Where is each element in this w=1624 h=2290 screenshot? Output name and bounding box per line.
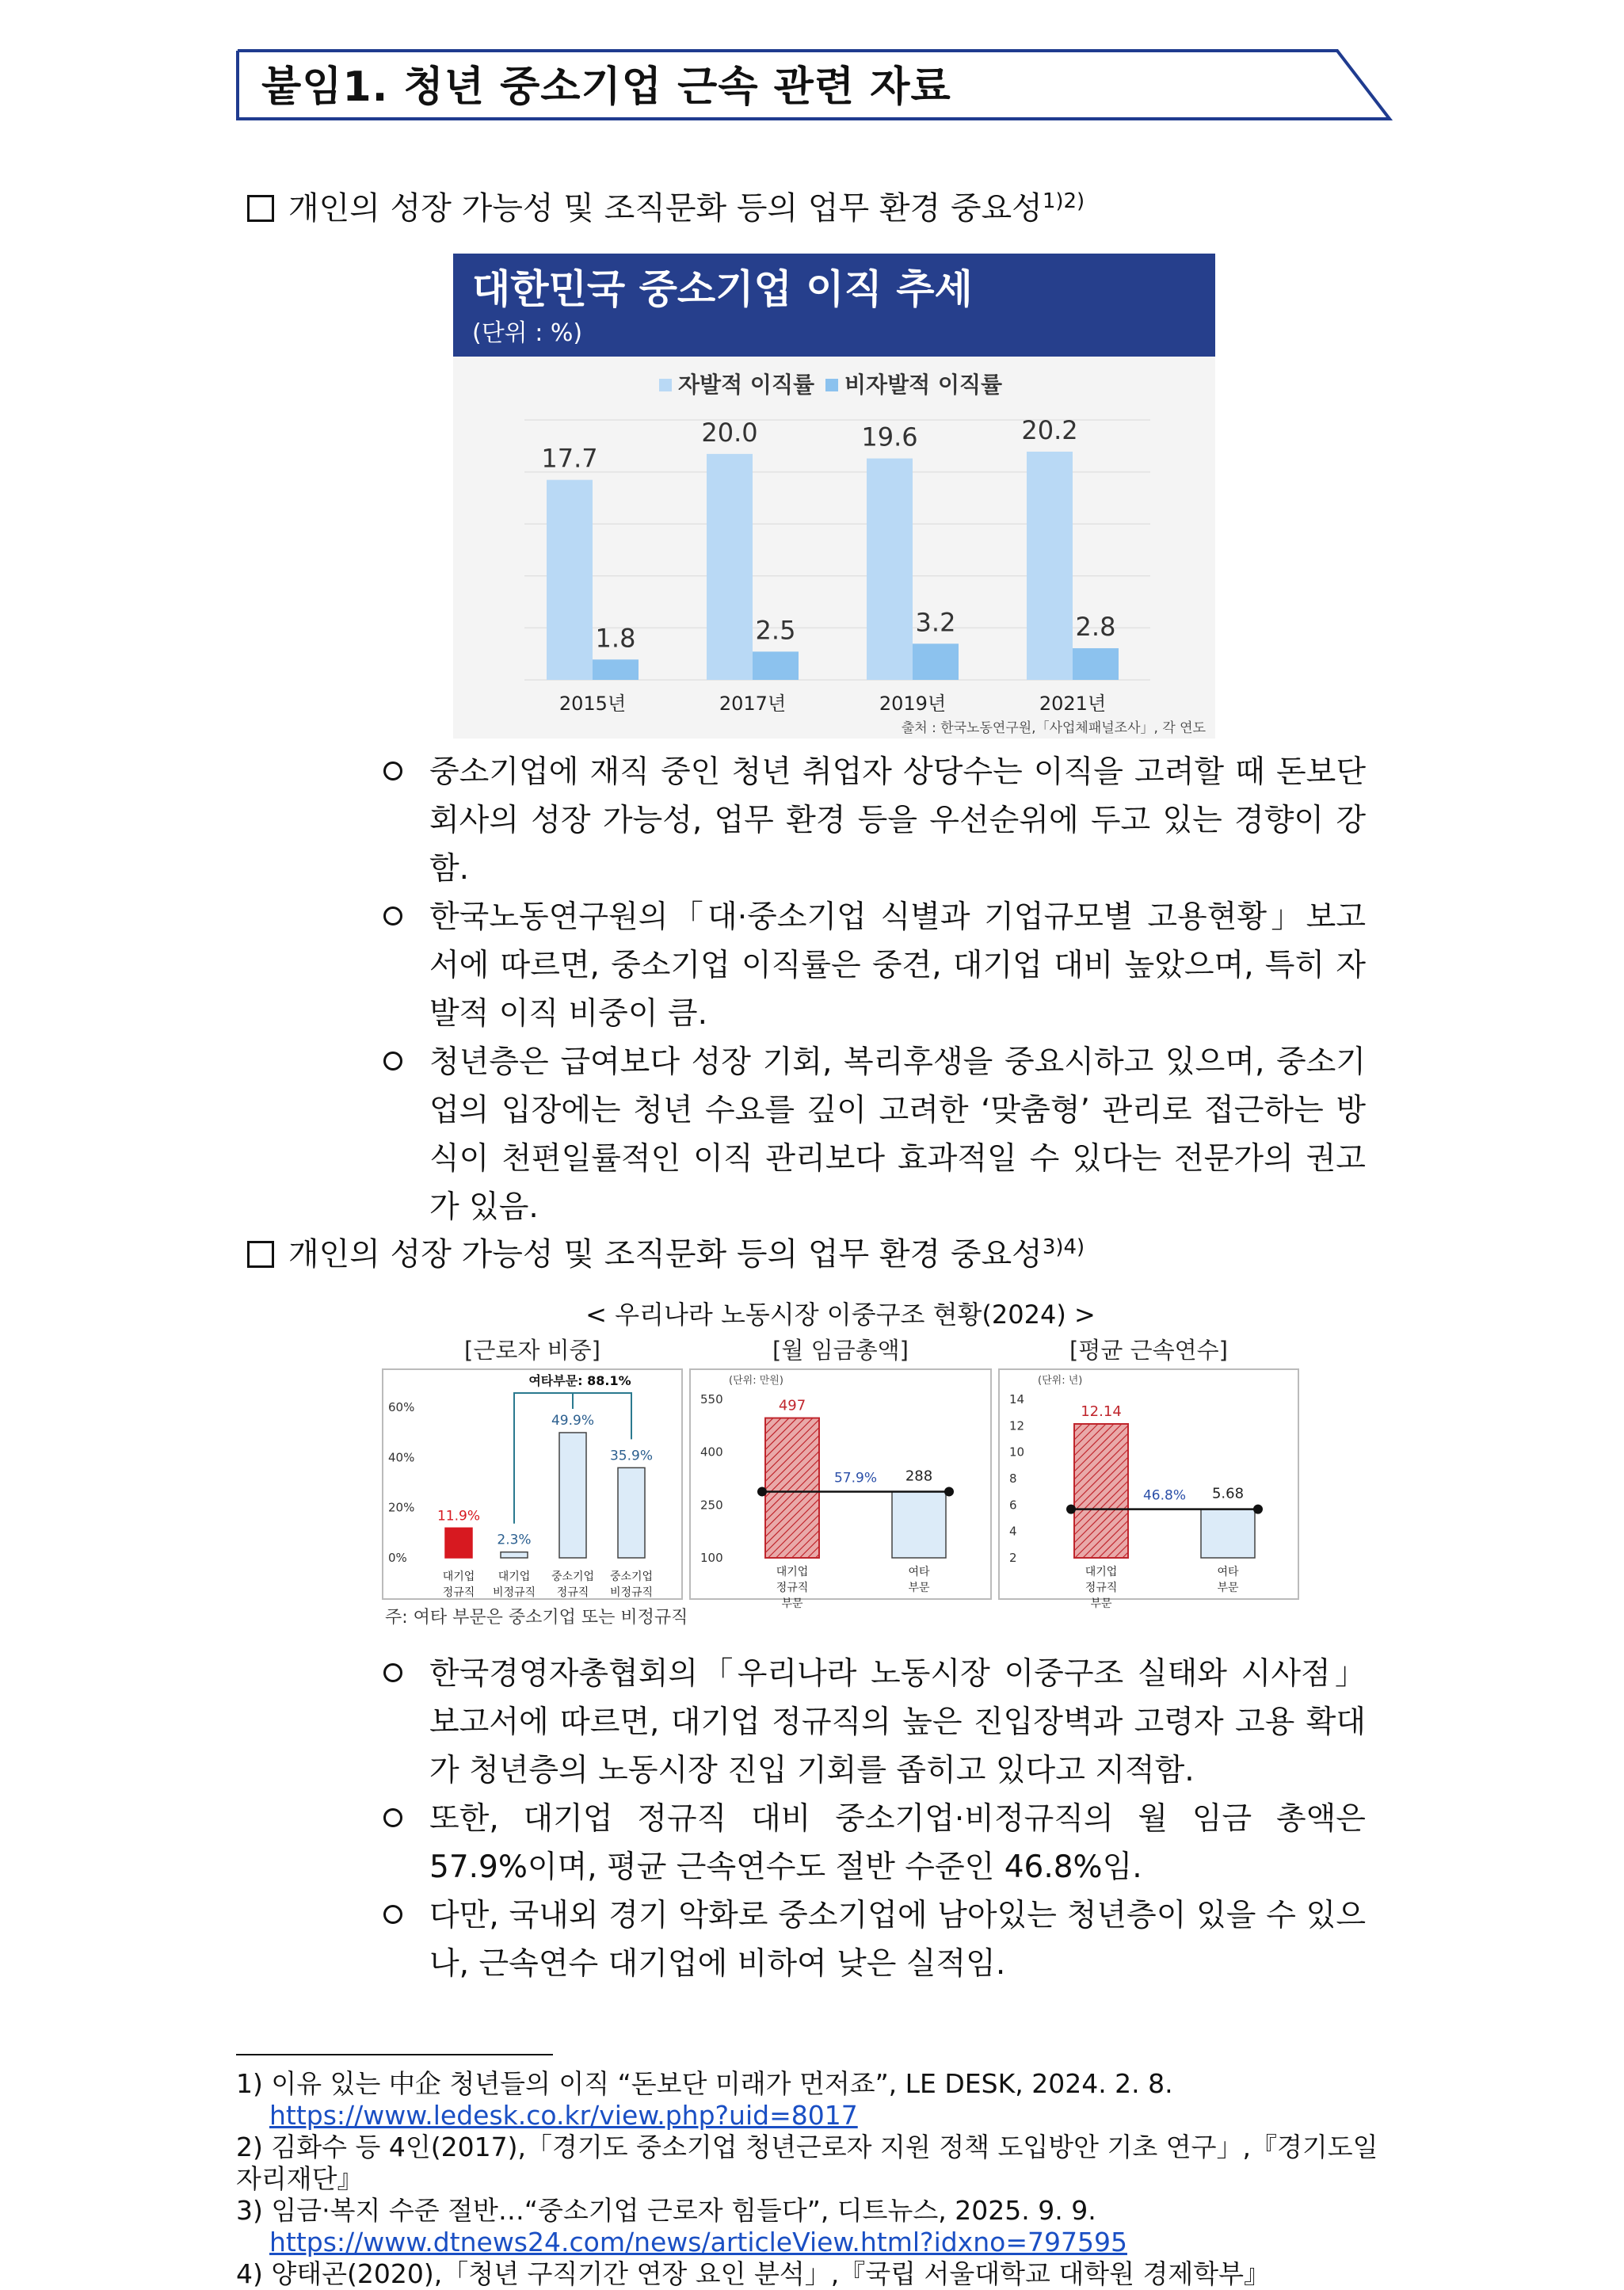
x-tick-label: 비정규직 <box>609 1586 654 1599</box>
chart-title: 대한민국 중소기업 이직 추세 <box>472 266 973 312</box>
y-tick-label: 10 <box>1009 1445 1025 1460</box>
y-tick-label: 4 <box>1009 1524 1017 1539</box>
data-label: 49.9% <box>551 1412 595 1429</box>
footnote-2: 2) 김화수 등 4인(2017),「경기도 중소기업 청년근로자 지원 정책 도입방안 기초 연구」,『경기도일자리재단』 <box>236 2132 1378 2194</box>
bullet-item: 한국경영자총협회의「우리나라 노동시장 이중구조 실태와 시사점」보고서에 따르면, 대기업 정규직의 높은 진입장벽과 고령자 고용 확대가 청년층의 노동시장 진입 기회를 좁히고 있다고 지적함. <box>383 1650 1366 1795</box>
comparison-bar-other <box>892 1491 946 1558</box>
x-tick-label: 2017년 <box>719 693 787 715</box>
panel-unit: (단위: 만원) <box>729 1375 783 1387</box>
data-label: 3.2 <box>915 607 956 638</box>
bullet-item: 또한, 대기업 정규직 대비 중소기업·비정규직의 월 임금 총액은 57.9%이며, 평균 근속연수도 절반 수준인 46.8%임. <box>383 1795 1366 1891</box>
comparison-bar-other <box>1201 1509 1255 1558</box>
bar-involuntary <box>1073 648 1119 680</box>
section1-heading <box>247 179 1085 231</box>
chart-title: < 우리나라 노동시장 이중구조 현황(2024) > <box>585 1300 1096 1330</box>
section2-footnote-ref: 3)4) <box>1042 1235 1085 1259</box>
footnote-1-link[interactable]: https://www.ledesk.co.kr/view.php?uid=8017 <box>269 2100 858 2131</box>
x-tick-label: 대기업 <box>776 1566 809 1578</box>
share-bar <box>618 1468 645 1558</box>
share-annotation: 여타부문: 88.1% <box>528 1373 631 1388</box>
checkbox-square-icon <box>247 1241 274 1268</box>
x-tick-label: 중소기업 <box>609 1571 654 1583</box>
x-tick-label: 여타 <box>908 1566 930 1578</box>
x-tick-label: 비정규직 <box>492 1586 536 1599</box>
share-bar <box>445 1528 472 1558</box>
panel-title: [근로자 비중] <box>464 1337 600 1364</box>
circle-bullet-icon <box>383 1905 402 1924</box>
x-tick-label: 중소기업 <box>551 1571 595 1583</box>
panel-unit: (단위: 년) <box>1038 1375 1083 1387</box>
x-tick-label: 대기업 <box>1085 1566 1118 1578</box>
bar-voluntary <box>1027 452 1073 680</box>
y-tick-label: 6 <box>1009 1498 1017 1513</box>
turnover-trend-chart <box>453 254 1215 739</box>
chart-note: 주: 여타 부문은 중소기업 또는 비정규직 <box>385 1608 688 1628</box>
footnote-divider <box>236 2054 553 2055</box>
circle-bullet-icon <box>383 1808 402 1827</box>
bar-voluntary <box>867 459 913 680</box>
section2-heading <box>247 1225 1085 1277</box>
section1-footnote-ref: 1)2) <box>1042 189 1085 213</box>
data-label: 20.2 <box>1021 415 1078 445</box>
share-bar <box>559 1433 586 1558</box>
footnote-3: 3) 임금·복지 수준 절반…“중소기업 근로자 힘들다”, 디트뉴스, 2025. 9. 9. <box>236 2195 1096 2226</box>
section1-heading-text: 개인의 성장 가능성 및 조직문화 등의 업무 환경 중요성 <box>288 190 1043 227</box>
circle-bullet-icon <box>383 906 402 926</box>
y-tick-label: 12 <box>1009 1418 1025 1433</box>
y-tick-label: 550 <box>700 1392 723 1406</box>
data-label: 2.3% <box>497 1532 532 1548</box>
section1-bullets <box>383 748 1366 1231</box>
y-tick-label: 100 <box>700 1551 723 1565</box>
page-title: 붙임1. 청년 중소기업 근속 관련 자료 <box>261 63 951 111</box>
y-tick-label: 2 <box>1009 1551 1017 1565</box>
x-tick-label: 2021년 <box>1039 693 1107 715</box>
x-tick-label: 대기업 <box>442 1571 475 1583</box>
y-tick-label: 400 <box>700 1445 723 1460</box>
dual-structure-chart <box>382 1296 1299 1629</box>
data-label: 17.7 <box>541 443 598 474</box>
legend-swatch <box>659 379 672 391</box>
legend-swatch <box>825 379 838 391</box>
x-tick-label: 정규직 <box>556 1586 589 1599</box>
legend-entry: 비자발적 이직률 <box>844 372 1003 398</box>
x-tick-label: 2015년 <box>558 693 627 715</box>
checkbox-square-icon <box>247 195 274 222</box>
chart-subtitle: (단위 : %) <box>472 319 583 347</box>
bullet-item: 다만, 국내외 경기 악화로 중소기업에 남아있는 청년층이 있을 수 있으나, 근속연수 대기업에 비하여 낮은 실적임. <box>383 1891 1366 1988</box>
bar-voluntary <box>547 480 593 680</box>
x-tick-label: 부문 <box>1090 1597 1112 1610</box>
data-label: 35.9% <box>609 1448 654 1464</box>
y-tick-label: 250 <box>700 1498 723 1513</box>
footnote-4: 4) 양태곤(2020),「청년 구직기간 연장 요인 분석」,『국립 서울대학교 대학원 경제학부』 <box>236 2258 1270 2289</box>
y-tick-label: 60% <box>388 1400 415 1414</box>
y-tick-label: 0% <box>388 1551 407 1565</box>
x-tick-label: 정규직 <box>1085 1582 1118 1594</box>
x-tick-label: 부문 <box>908 1582 930 1594</box>
data-label: 2.8 <box>1075 612 1116 643</box>
data-label: 12.14 <box>1081 1403 1122 1420</box>
x-tick-label: 여타 <box>1217 1566 1239 1578</box>
data-label: 288 <box>905 1468 933 1485</box>
share-bar <box>501 1552 528 1558</box>
data-label: 5.68 <box>1211 1485 1245 1502</box>
section2-heading-text: 개인의 성장 가능성 및 조직문화 등의 업무 환경 중요성 <box>288 1236 1043 1273</box>
ratio-label: 57.9% <box>833 1470 878 1487</box>
footnotes <box>236 2068 1401 2290</box>
bullet-item: 중소기업에 재직 중인 청년 취업자 상당수는 이직을 고려할 때 돈보단 회사의 성장 가능성, 업무 환경 등을 우선순위에 두고 있는 경향이 강함. <box>383 748 1366 893</box>
data-label: 19.6 <box>861 422 918 452</box>
data-label: 20.0 <box>701 417 758 448</box>
circle-bullet-icon <box>383 1663 402 1682</box>
y-tick-label: 20% <box>388 1500 415 1515</box>
ratio-dot <box>1253 1505 1263 1514</box>
y-tick-label: 14 <box>1009 1392 1025 1406</box>
footnote-1: 1) 이유 있는 中企 청년들의 이직 “돈보단 미래가 먼저죠”, LE DESK, 2024. 2. 8. <box>236 2068 1173 2099</box>
x-tick-label: 대기업 <box>497 1571 531 1583</box>
legend-entry: 자발적 이직률 <box>678 372 815 398</box>
x-tick-label: 부문 <box>1217 1582 1239 1594</box>
data-label: 2.5 <box>755 615 796 646</box>
bar-involuntary <box>753 651 799 680</box>
circle-bullet-icon <box>383 1051 402 1071</box>
footnote-3-link[interactable]: https://www.dtnews24.com/news/articleView.html?idxno=797595 <box>269 2227 1127 2258</box>
y-tick-label: 8 <box>1009 1471 1017 1486</box>
panel-frame <box>999 1369 1298 1599</box>
section2-bullets <box>383 1650 1366 1988</box>
circle-bullet-icon <box>383 761 402 781</box>
bar-voluntary <box>707 454 753 680</box>
panel-title: [평균 근속연수] <box>1069 1337 1228 1364</box>
data-label: 1.8 <box>595 623 636 654</box>
bullet-item: 청년층은 급여보다 성장 기회, 복리후생을 중요시하고 있으며, 중소기업의 입장에는 청년 수요를 깊이 고려한 ‘맞춤형’ 관리로 접근하는 방식이 천편일률적인 이직 관리보다 효과적일 수 있다는 전문가의 권고가 있음. <box>383 1038 1366 1231</box>
ratio-dot <box>757 1487 767 1496</box>
panel-title: [월 임금총액] <box>772 1337 909 1364</box>
ratio-dot <box>944 1487 954 1496</box>
x-tick-label: 정규직 <box>442 1586 475 1599</box>
data-label: 497 <box>778 1397 806 1414</box>
x-tick-label: 정규직 <box>776 1582 809 1594</box>
bar-involuntary <box>913 643 959 680</box>
x-tick-label: 2019년 <box>879 693 947 715</box>
data-label: 11.9% <box>436 1508 481 1525</box>
y-tick-label: 40% <box>388 1450 415 1465</box>
ratio-label: 46.8% <box>1142 1487 1187 1504</box>
bullet-item: 한국노동연구원의「대·중소기업 식별과 기업규모별 고용현황」보고서에 따르면, 중소기업 이직률은 중견, 대기업 대비 높았으며, 특히 자발적 이직 비중이 큼. <box>383 893 1366 1038</box>
x-tick-label: 부문 <box>781 1597 803 1610</box>
ratio-dot <box>1066 1505 1076 1514</box>
bar-involuntary <box>593 659 639 680</box>
chart-source: 출처 : 한국노동연구원,「사업체패널조사」, 각 연도 <box>901 720 1206 736</box>
